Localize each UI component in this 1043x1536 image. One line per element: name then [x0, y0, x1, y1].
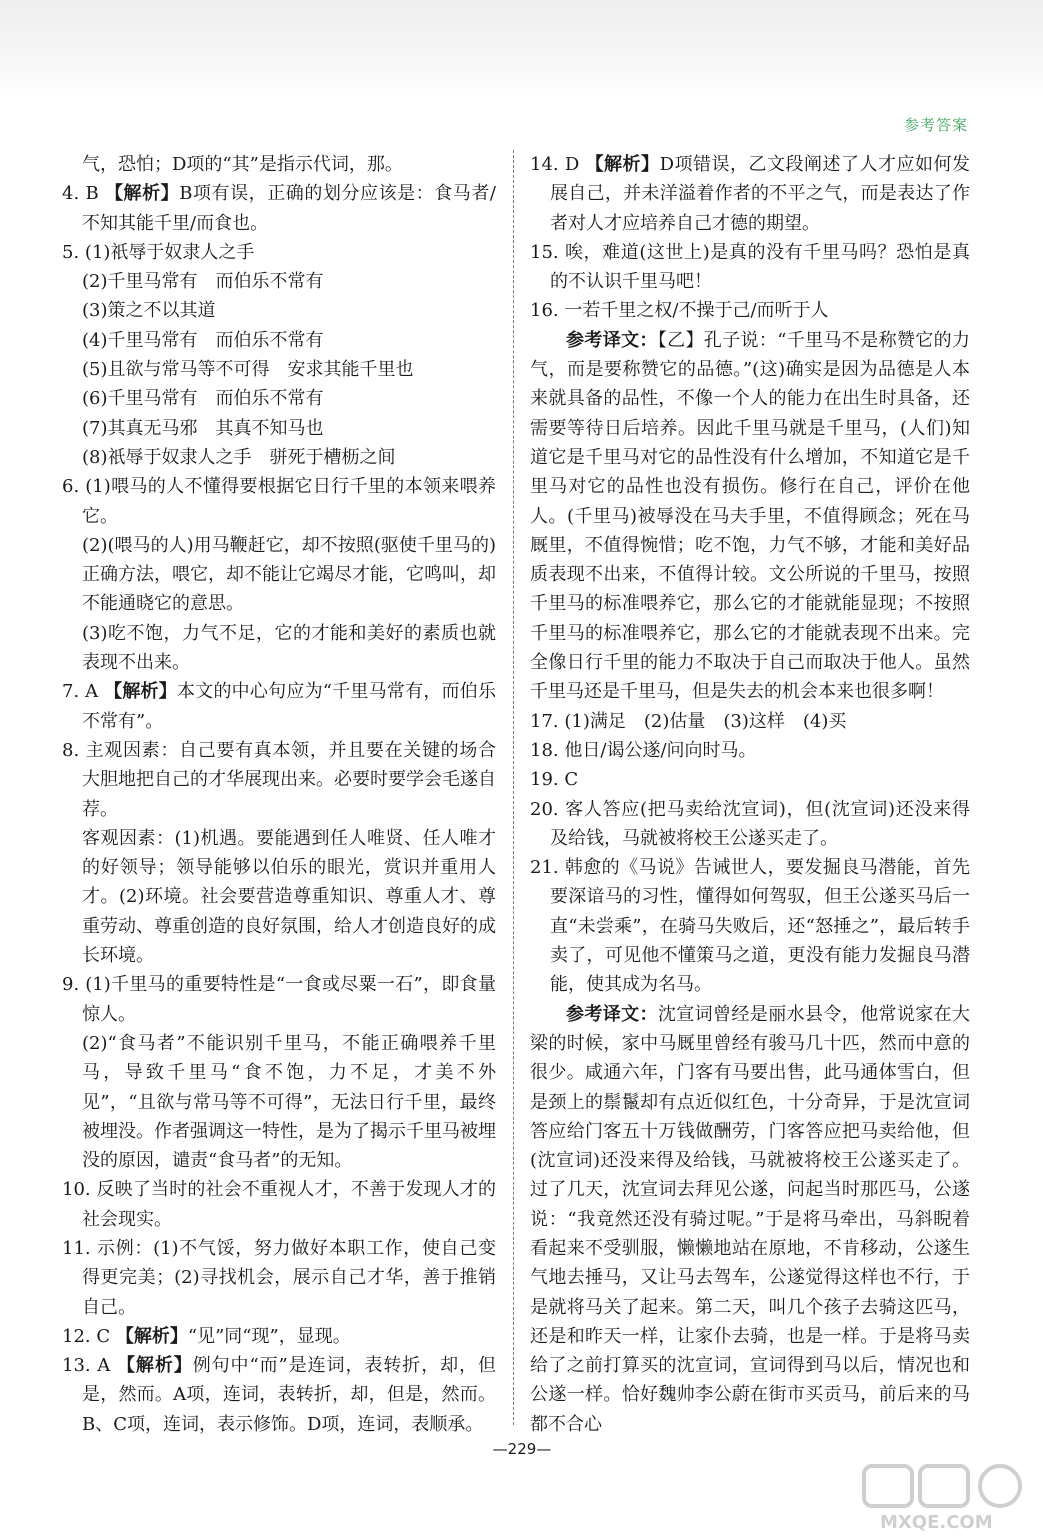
answer-item	[62, 531, 496, 619]
answer-text: (5)且欲与常马等不可得 安求其能千里也	[82, 359, 414, 381]
answer-text: 客人答应(把马卖给沈宣词)，但(沈宣词)还没来得及给钱，马就被将校王公遂买走了。	[550, 798, 970, 849]
answer-number: 21.	[530, 857, 559, 879]
answer-tag: 【解析】	[116, 1355, 193, 1377]
answer-number: 11.	[62, 1237, 91, 1259]
answer-number: 12.	[62, 1325, 91, 1347]
answer-text: (3)吃不饱，力气不足，它的才能和美好的素质也就表现不出来。	[82, 622, 496, 674]
column-divider	[513, 150, 514, 1425]
answer-item	[62, 238, 496, 267]
answer-text: 韩愈的《马说》告诫世人，要发掘良马潜能，首先要深谙马的习性，懂得如何驾驭，但王公遂买马后一直“未尝乘”，在骑马失败后，还“怒捶之”，最后转手卖了，可见他不懂策马之道，更没有能力发掘良马潜能，使其成为名马。	[550, 857, 970, 996]
answer-number: 8.	[62, 739, 80, 761]
answer-choice: C	[96, 1325, 111, 1347]
answer-number: 5.	[62, 241, 80, 263]
answer-item	[530, 326, 970, 707]
answer-text: 例句中“而”是连词，表转折，却，但是，然而。A项，连词，表转折，却，但是，然而。B、C项，连词，表示修饰。D项，连词，表顺承。	[82, 1355, 496, 1435]
answer-number: 6.	[62, 476, 80, 498]
watermark-logo	[860, 1462, 1030, 1534]
answer-item	[62, 1175, 496, 1234]
answer-item	[530, 765, 970, 794]
header-band	[0, 0, 1043, 100]
answer-number: 10.	[62, 1179, 91, 1201]
answer-item	[530, 707, 970, 736]
section-label: 参考答案	[904, 116, 969, 134]
answer-text: (2)(喂马的人)用马鞭赶它，却不按照(驱使千里马的)正确方法，喂它，却不能让它竭尽才能，它鸣叫，却不能通晓它的意思。	[82, 534, 496, 615]
answer-text: (2)“食马者”不能识别千里马，不能正确喂养千里马，导致千里马“食不饱，力不足，才美不外见”，“且欲与常马等不可得”，无法日行千里，最终被埋没。作者强调这一特性，是为了揭示千里马被埋没的原因，谴责“食马者”的无知。	[82, 1032, 496, 1172]
answer-item	[62, 267, 496, 296]
answer-item	[530, 1000, 970, 1439]
answer-text: 一若千里之权/不操于己/而听于人	[564, 300, 829, 322]
answer-item	[530, 736, 970, 765]
answer-tag: 【解析】	[104, 681, 177, 703]
answer-choice: A	[97, 1355, 111, 1377]
answer-tag: 【解析】	[104, 183, 180, 205]
answer-text: (1)祇辱于奴隶人之手	[84, 241, 255, 263]
answer-item	[62, 384, 496, 413]
answer-item	[62, 326, 496, 355]
answer-item	[62, 970, 496, 1029]
answer-number: 7.	[62, 681, 80, 703]
answer-tag: 【解析】	[585, 154, 660, 175]
answer-item	[530, 795, 970, 854]
answer-number: 13.	[62, 1355, 91, 1377]
answer-item	[530, 238, 970, 297]
right-column	[530, 150, 970, 1439]
answer-item	[62, 443, 496, 472]
answer-text: 沈宣词曾经是丽水县令，他常说家在大梁的时候，家中马厩里曾经有骏马几十匹，然而中意的很少。咸通六年，门客有马要出售，此马通体雪白，但是颈上的鬃鬣却有点近似红色，十分奇异，于是沈宣词答应给门客五十万钱做酬劳，门客答应把马卖给他，但(沈宣词)还没来得及给钱，马就被将校王公遂买走了。过了几天，沈宣词去拜见公遂，问起当时那匹马，公遂说：“我竟然还没有骑过呢。”于是将马牵出，马斜睨着看起来不受驯服，懒懒地站在原地，不肯移动，公遂生气地去捶马，又让马去驾车，公遂觉得这样也不行，于是就将马关了起来。第二天，叫几个孩子去骑这匹马，还是和昨天一样，让家仆去骑，也是一样。于是将马卖给了之前打算买的沈宣词，宣词得到马以后，情况也和公遂一样。恰好魏帅李公蔚在街市买贡马，前后来的马都不合心	[530, 1003, 970, 1435]
answer-item	[530, 150, 970, 238]
answer-tag: 参考译文：	[566, 329, 658, 351]
answer-number: 18.	[530, 739, 559, 761]
answer-text: (8)祇辱于奴隶人之手 骈死于槽枥之间	[82, 446, 396, 468]
answer-text: 他日/谒公遂/问向时马。	[564, 739, 757, 761]
answer-text: C	[564, 769, 579, 791]
answer-choice: D	[564, 154, 580, 175]
answer-item	[62, 1234, 496, 1322]
answer-number: 20.	[530, 798, 559, 820]
answer-text: 客观因素：(1)机遇。要能遇到任人唯贤、任人唯才的好领导；领导能够以伯乐的眼光，赏识并重用人才。(2)环境。社会要营造尊重知识、尊重人才、尊重劳动、尊重创造的良好氛围，给人才创造良好的成长环境。	[82, 827, 496, 967]
answer-item	[62, 736, 496, 824]
answer-item	[62, 677, 496, 736]
answer-item	[62, 472, 496, 531]
answer-item	[530, 296, 970, 325]
answer-text: 【乙】孔子说：“千里马不是称赞它的力气，而是要称赞它的品德。”(这)确实是因为品德是人本来就具备的品性，不像一个人的能力在出生时具备，还需要等待日后培养。因此千里马就是千里马，(人们)知道它是千里马对它的品性没有什么增加，不知道它是千里马对它的品性也没有损伤。修行在自己，评价在他人。(千里马)被辱没在马夫手里，不值得顾念；死在马厩里，不值得惋惜；吃不饱，力气不够，才能和美好品质表现不出来，不值得计较。文公所说的千里马，按照千里马的标准喂养它，那么它的才能就能显现；不按照千里马的标准喂养它，那么它的才能就表现不出来。完全像日行千里的能力不取决于自己而取决于他人。虽然千里马还是千里马，但是失去的机会本来也很多啊！	[530, 329, 971, 703]
answer-text: “见”同“现”，显现。	[187, 1325, 351, 1347]
answer-item	[530, 853, 970, 999]
answer-tag: 【解析】	[115, 1325, 188, 1347]
answer-number: 9.	[62, 974, 80, 996]
answer-item	[62, 179, 496, 238]
answer-item	[62, 355, 496, 384]
answer-text: 本文的中心句应为“千里马常有，而伯乐不常有”。	[82, 681, 496, 732]
answer-text: (1)千里马的重要特性是“一食或尽粟一石”，即食量惊人。	[82, 974, 496, 1025]
answer-text: (4)千里马常有 而伯乐不常有	[82, 329, 324, 351]
page-number: —229—	[492, 1440, 552, 1458]
answer-number: 4.	[62, 183, 80, 205]
left-column	[62, 150, 496, 1439]
answer-item	[62, 1351, 496, 1439]
answer-item	[62, 150, 496, 179]
svg-text:MXQE.COM: MXQE.COM	[880, 1512, 993, 1533]
answer-text: (3)策之不以其道	[82, 300, 216, 322]
answer-text: (1)喂马的人不懂得要根据它日行千里的本领来喂养它。	[82, 476, 496, 527]
answer-item	[62, 414, 496, 443]
answer-text: (1)满足 (2)估量 (3)这样 (4)买	[564, 710, 847, 732]
answer-text: B项有误，正确的划分应该是：食马者/不知其能千里/而食也。	[82, 183, 496, 234]
answer-choice: A	[85, 681, 99, 703]
answer-text: 主观因素：自己要有真本领，并且要在关键的场合大胆地把自己的才华展现出来。必要时要学会毛遂自荐。	[82, 739, 496, 820]
answer-text: (6)千里马常有 而伯乐不常有	[82, 388, 324, 410]
answer-item	[62, 824, 496, 970]
answer-text: 唉，难道(这世上)是真的没有千里马吗？恐怕是真的不认识千里马吧！	[550, 241, 970, 293]
answer-text: 反映了当时的社会不重视人才，不善于发现人才的社会现实。	[82, 1179, 496, 1230]
answer-text: 示例：(1)不气馁，努力做好本职工作，使自己变得更完美；(2)寻找机会，展示自己才华，善于推销自己。	[82, 1237, 496, 1318]
answer-item	[62, 619, 496, 678]
answer-text: D项错误，乙文段阐述了人才应如何发展自己，并未洋溢着作者的不平之气，而是表达了作者对人才应培养自己才德的期望。	[550, 154, 971, 234]
page-number-text: 229	[507, 1440, 537, 1458]
answer-tag: 参考译文：	[566, 1003, 658, 1025]
answer-item	[62, 296, 496, 325]
answer-choice: B	[85, 183, 99, 205]
answer-item	[62, 1029, 496, 1175]
answer-text: 气，恐怕；D项的“其”是指示代词，那。	[82, 154, 403, 175]
answer-number: 15.	[530, 241, 559, 263]
answer-text: (7)其真无马邪 其真不知马也	[82, 417, 324, 439]
answer-number: 17.	[530, 710, 559, 732]
answer-item	[62, 1322, 496, 1351]
answer-number: 16.	[530, 300, 559, 322]
answer-number: 14.	[530, 154, 559, 175]
answer-number: 19.	[530, 769, 559, 791]
answer-text: (2)千里马常有 而伯乐不常有	[82, 271, 324, 293]
